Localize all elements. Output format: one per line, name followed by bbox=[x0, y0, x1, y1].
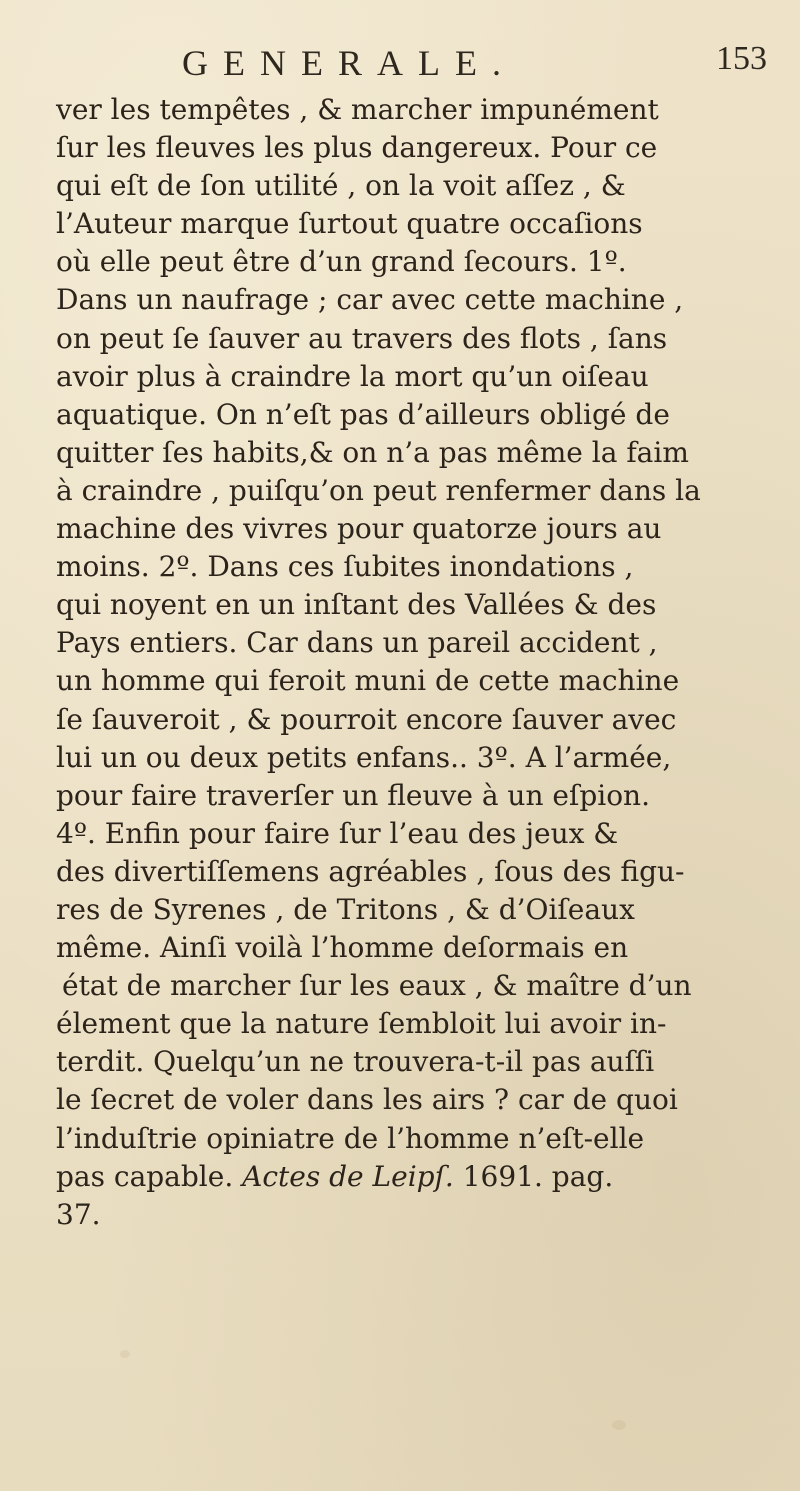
text-line: état de marcher ſur les eaux , & maître d’un bbox=[62, 969, 692, 1003]
running-title: GENERALE. bbox=[182, 43, 516, 83]
text-line: ſe ſauveroit , & pourroit encore ſauver avec bbox=[56, 702, 677, 736]
text-line: élement que la nature ſembloit lui avoir in- bbox=[56, 1007, 667, 1041]
text-line: ſur les fleuves les plus dangereux. Pour ce bbox=[56, 131, 658, 165]
text-line: lui un ou deux petits enfans.. 3º. A l’armée, bbox=[56, 740, 672, 774]
page-number: 153 bbox=[716, 40, 767, 77]
text-line: quitter ſes habits,& on n’a pas même la faim bbox=[56, 435, 689, 469]
text-line: le ſecret de voler dans les airs ? car de quoi bbox=[56, 1083, 678, 1117]
text-line: moins. 2º. Dans ces ſubites inondations , bbox=[56, 550, 634, 584]
text-line: machine des vivres pour quatorze jours au bbox=[56, 512, 662, 546]
body-text bbox=[56, 91, 776, 1234]
text-line-lead: pas capable. bbox=[56, 1159, 243, 1193]
end-fragment: 37. bbox=[56, 1197, 101, 1231]
paper-stain bbox=[612, 1420, 626, 1430]
text-line: aquatique. On n’eſt pas d’ailleurs obligé de bbox=[56, 397, 670, 431]
text-line: terdit. Quelqu’un ne trouvera-t-il pas auſſi bbox=[56, 1045, 655, 1079]
text-line: ver les tempêtes , & marcher impunément bbox=[56, 93, 659, 126]
text-line: avoir plus à craindre la mort qu’un oiſeau bbox=[56, 359, 649, 393]
citation-page: 1691. pag. bbox=[453, 1159, 614, 1193]
text-line: où elle peut être d’un grand ſecours. 1º. bbox=[56, 245, 627, 279]
text-line: l’induſtrie opiniatre de l’homme n’eſt-elle bbox=[56, 1121, 645, 1155]
text-line: qui noyent en un inſtant des Vallées & des bbox=[56, 588, 657, 622]
text-line: Pays entiers. Car dans un pareil accident , bbox=[56, 626, 658, 660]
text-line: à craindre , puiſqu’on peut renfermer dans la bbox=[56, 473, 701, 507]
paper-stain bbox=[120, 1350, 130, 1358]
text-line: des divertiſſemens agréables , ſous des figu- bbox=[56, 854, 685, 888]
text-line: pour faire traverſer un fleuve à un eſpion. bbox=[56, 778, 650, 812]
text-line: qui eſt de ſon utilité , on la voit aſſez , & bbox=[56, 169, 626, 203]
text-line: res de Syrenes , de Tritons , & d’Oiſeaux bbox=[56, 892, 635, 926]
text-line: un homme qui feroit muni de cette machine bbox=[56, 664, 680, 698]
text-line: même. Ainſi voilà l’homme deſormais en bbox=[56, 931, 629, 965]
text-line: on peut ſe ſauver au travers des flots , ſans bbox=[56, 321, 668, 355]
text-line: Dans un naufrage ; car avec cette machine , bbox=[56, 283, 684, 317]
text-line: 4º. Enfin pour faire ſur l’eau des jeux & bbox=[56, 816, 619, 850]
citation-reference: Actes de Leipſ. bbox=[242, 1159, 454, 1193]
citation-line bbox=[56, 1158, 776, 1196]
text-line: l’Auteur marque ſurtout quatre occaſions bbox=[56, 207, 643, 241]
